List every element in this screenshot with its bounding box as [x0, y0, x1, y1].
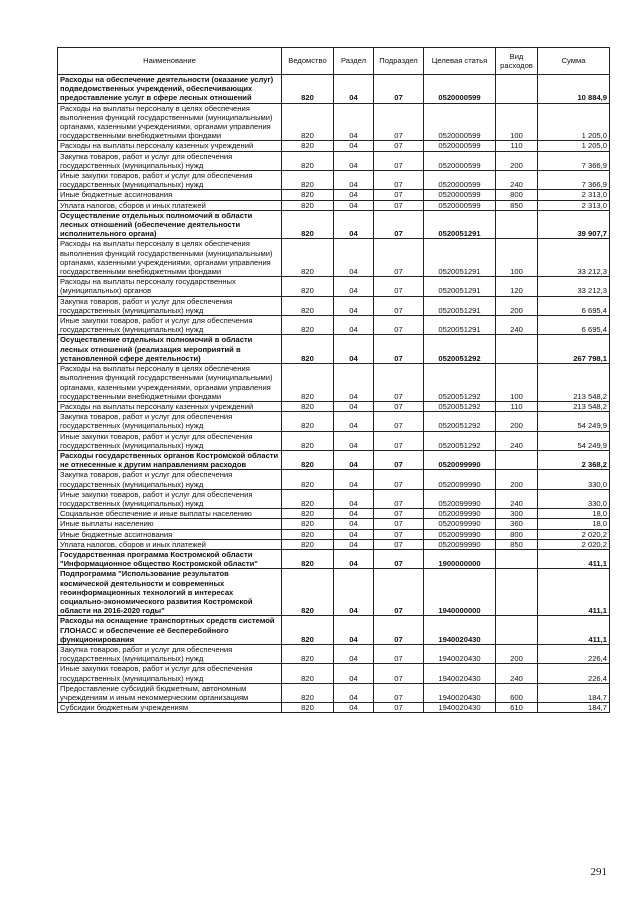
cell-name: Иные закупки товаров, работ и услуг для обеспечения государственных (муниципальных) нужд [58, 431, 282, 450]
cell-target-article: 1940020430 [424, 703, 496, 713]
table-row [58, 171, 610, 190]
cell-expense-kind: 120 [496, 277, 538, 296]
cell-section: 04 [334, 190, 374, 200]
table-row [58, 200, 610, 210]
table-row [58, 412, 610, 431]
table-row [58, 239, 610, 277]
cell-sum: 213 548,2 [538, 401, 610, 411]
cell-sum: 267 798,1 [538, 335, 610, 364]
cell-target-article: 0520099990 [424, 489, 496, 508]
cell-section: 04 [334, 200, 374, 210]
cell-target-article: 1940020430 [424, 683, 496, 702]
cell-subsection: 07 [374, 509, 424, 519]
cell-department: 820 [282, 277, 334, 296]
table-row [58, 431, 610, 450]
cell-name: Уплата налогов, сборов и иных платежей [58, 539, 282, 549]
cell-department: 820 [282, 171, 334, 190]
table-header [58, 48, 610, 75]
cell-target-article: 0520000599 [424, 103, 496, 141]
cell-department: 820 [282, 616, 334, 645]
table-row [58, 470, 610, 489]
cell-sum: 411,1 [538, 616, 610, 645]
cell-expense-kind: 800 [496, 529, 538, 539]
cell-subsection: 07 [374, 489, 424, 508]
table-row [58, 401, 610, 411]
cell-target-article: 0520051291 [424, 316, 496, 335]
cell-expense-kind: 300 [496, 509, 538, 519]
cell-target-article: 1900000000 [424, 549, 496, 568]
cell-section: 04 [334, 210, 374, 239]
cell-subsection: 07 [374, 431, 424, 450]
cell-subsection: 07 [374, 277, 424, 296]
cell-sum: 6 695,4 [538, 316, 610, 335]
cell-department: 820 [282, 549, 334, 568]
cell-department: 820 [282, 569, 334, 616]
cell-department: 820 [282, 450, 334, 469]
cell-section: 04 [334, 644, 374, 663]
cell-expense-kind: 200 [496, 644, 538, 663]
cell-target-article: 1940000000 [424, 569, 496, 616]
cell-target-article: 0520099990 [424, 529, 496, 539]
cell-sum: 33 212,3 [538, 277, 610, 296]
cell-target-article: 0520000599 [424, 190, 496, 200]
table-row [58, 539, 610, 549]
cell-name: Расходы на выплаты персоналу в целях обеспечения выполнения функций государственными (муниципальными) органами, казенными учреждениями, органами управления государственными внебюджетными фондами [58, 103, 282, 141]
cell-name: Расходы на выплаты персоналу казенных учреждений [58, 401, 282, 411]
cell-expense-kind: 360 [496, 519, 538, 529]
cell-subsection: 07 [374, 171, 424, 190]
cell-department: 820 [282, 335, 334, 364]
table-row [58, 529, 610, 539]
cell-target-article: 0520051292 [424, 364, 496, 402]
cell-section: 04 [334, 683, 374, 702]
cell-sum: 54 249,9 [538, 431, 610, 450]
header-sum: Сумма [538, 48, 610, 75]
cell-subsection: 07 [374, 335, 424, 364]
cell-sum: 7 366,9 [538, 151, 610, 170]
cell-name: Иные закупки товаров, работ и услуг для обеспечения государственных (муниципальных) нужд [58, 316, 282, 335]
table-row [58, 316, 610, 335]
cell-section: 04 [334, 171, 374, 190]
cell-department: 820 [282, 210, 334, 239]
cell-name: Иные бюджетные ассигнования [58, 529, 282, 539]
table-row [58, 190, 610, 200]
cell-name: Субсидии бюджетным учреждениям [58, 703, 282, 713]
cell-sum: 10 884,9 [538, 75, 610, 104]
cell-name: Иные закупки товаров, работ и услуг для обеспечения государственных (муниципальных) нужд [58, 664, 282, 683]
cell-expense-kind: 850 [496, 539, 538, 549]
cell-expense-kind [496, 75, 538, 104]
cell-expense-kind: 100 [496, 103, 538, 141]
cell-sum: 184,7 [538, 703, 610, 713]
budget-table [57, 47, 610, 713]
cell-name: Расходы на выплаты персоналу казенных учреждений [58, 141, 282, 151]
cell-section: 04 [334, 412, 374, 431]
cell-subsection: 07 [374, 664, 424, 683]
cell-name: Расходы на выплаты персоналу государственных (муниципальных) органов [58, 277, 282, 296]
cell-subsection: 07 [374, 210, 424, 239]
cell-expense-kind [496, 616, 538, 645]
cell-target-article: 0520051291 [424, 277, 496, 296]
page-number: 291 [590, 866, 607, 878]
cell-sum: 2 313,0 [538, 200, 610, 210]
cell-subsection: 07 [374, 190, 424, 200]
cell-target-article: 0520099990 [424, 509, 496, 519]
cell-subsection: 07 [374, 549, 424, 568]
cell-section: 04 [334, 489, 374, 508]
cell-section: 04 [334, 664, 374, 683]
cell-section: 04 [334, 75, 374, 104]
cell-target-article: 0520051291 [424, 210, 496, 239]
cell-expense-kind: 110 [496, 141, 538, 151]
cell-name: Расходы на оснащение транспортных средств системой ГЛОНАСС и обеспечение её бесперебойного функционирования [58, 616, 282, 645]
cell-name: Расходы на обеспечение деятельности (оказание услуг) подведомственных учреждений, обеспечивающих предоставление услуг в сфере лесных отношений [58, 75, 282, 104]
cell-department: 820 [282, 489, 334, 508]
cell-section: 04 [334, 529, 374, 539]
cell-section: 04 [334, 277, 374, 296]
table-row [58, 364, 610, 402]
table-row [58, 450, 610, 469]
cell-name: Закупка товаров, работ и услуг для обеспечения государственных (муниципальных) нужд [58, 644, 282, 663]
cell-department: 820 [282, 141, 334, 151]
cell-department: 820 [282, 431, 334, 450]
cell-name: Уплата налогов, сборов и иных платежей [58, 200, 282, 210]
cell-subsection: 07 [374, 519, 424, 529]
cell-section: 04 [334, 539, 374, 549]
cell-sum: 1 205,0 [538, 103, 610, 141]
cell-subsection: 07 [374, 616, 424, 645]
table-row [58, 703, 610, 713]
cell-name: Социальное обеспечение и иные выплаты населению [58, 509, 282, 519]
cell-expense-kind [496, 335, 538, 364]
cell-sum: 18,0 [538, 519, 610, 529]
cell-target-article: 0520000599 [424, 151, 496, 170]
table-row [58, 296, 610, 315]
cell-section: 04 [334, 151, 374, 170]
cell-subsection: 07 [374, 644, 424, 663]
cell-department: 820 [282, 509, 334, 519]
table-body [58, 75, 610, 713]
table-row [58, 75, 610, 104]
cell-section: 04 [334, 239, 374, 277]
cell-sum: 54 249,9 [538, 412, 610, 431]
cell-sum: 33 212,3 [538, 239, 610, 277]
cell-target-article: 0520099990 [424, 519, 496, 529]
cell-section: 04 [334, 335, 374, 364]
cell-expense-kind: 110 [496, 401, 538, 411]
cell-name: Иные выплаты населению [58, 519, 282, 529]
cell-department: 820 [282, 703, 334, 713]
cell-expense-kind [496, 569, 538, 616]
cell-sum: 2 368,2 [538, 450, 610, 469]
cell-department: 820 [282, 644, 334, 663]
cell-department: 820 [282, 103, 334, 141]
cell-sum: 226,4 [538, 664, 610, 683]
cell-sum: 411,1 [538, 549, 610, 568]
cell-expense-kind [496, 549, 538, 568]
cell-sum: 7 366,9 [538, 171, 610, 190]
cell-subsection: 07 [374, 703, 424, 713]
cell-department: 820 [282, 239, 334, 277]
cell-sum: 6 695,4 [538, 296, 610, 315]
cell-sum: 330,0 [538, 489, 610, 508]
table-row [58, 277, 610, 296]
cell-department: 820 [282, 316, 334, 335]
cell-sum: 18,0 [538, 509, 610, 519]
cell-target-article: 0520000599 [424, 171, 496, 190]
cell-name: Закупка товаров, работ и услуг для обеспечения государственных (муниципальных) нужд [58, 470, 282, 489]
cell-subsection: 07 [374, 412, 424, 431]
cell-expense-kind: 800 [496, 190, 538, 200]
cell-section: 04 [334, 364, 374, 402]
cell-target-article: 0520051292 [424, 431, 496, 450]
cell-sum: 226,4 [538, 644, 610, 663]
cell-expense-kind: 240 [496, 431, 538, 450]
header-name: Наименование [58, 48, 282, 75]
cell-name: Расходы государственных органов Костромской области не отнесенные к другим направлениям расходов [58, 450, 282, 469]
cell-expense-kind: 240 [496, 664, 538, 683]
cell-department: 820 [282, 401, 334, 411]
cell-name: Закупка товаров, работ и услуг для обеспечения государственных (муниципальных) нужд [58, 151, 282, 170]
cell-sum: 411,1 [538, 569, 610, 616]
cell-subsection: 07 [374, 200, 424, 210]
cell-name: Предоставление субсидий бюджетным, автономным учреждениям и иным некоммерческим организациям [58, 683, 282, 702]
cell-section: 04 [334, 616, 374, 645]
cell-section: 04 [334, 316, 374, 335]
cell-department: 820 [282, 364, 334, 402]
cell-expense-kind: 200 [496, 412, 538, 431]
cell-name: Расходы на выплаты персоналу в целях обеспечения выполнения функций государственными (муниципальными) органами, казенными учреждениями, органами управления государственными внебюджетными фондами [58, 364, 282, 402]
cell-section: 04 [334, 569, 374, 616]
cell-sum: 39 907,7 [538, 210, 610, 239]
cell-sum: 330,0 [538, 470, 610, 489]
cell-target-article: 0520051292 [424, 335, 496, 364]
cell-name: Расходы на выплаты персоналу в целях обеспечения выполнения функций государственными (муниципальными) органами, казенными учреждениями, органами управления государственными внебюджетными фондами [58, 239, 282, 277]
cell-expense-kind: 200 [496, 470, 538, 489]
cell-expense-kind: 100 [496, 364, 538, 402]
cell-department: 820 [282, 519, 334, 529]
cell-expense-kind: 200 [496, 296, 538, 315]
cell-sum: 2 020,2 [538, 539, 610, 549]
cell-expense-kind: 240 [496, 171, 538, 190]
cell-target-article: 0520099990 [424, 539, 496, 549]
cell-subsection: 07 [374, 470, 424, 489]
cell-expense-kind: 610 [496, 703, 538, 713]
cell-department: 820 [282, 683, 334, 702]
cell-department: 820 [282, 75, 334, 104]
cell-section: 04 [334, 296, 374, 315]
header-section: Раздел [334, 48, 374, 75]
table-row [58, 519, 610, 529]
cell-sum: 2 020,2 [538, 529, 610, 539]
header-subsection: Подраздел [374, 48, 424, 75]
cell-subsection: 07 [374, 75, 424, 104]
cell-target-article: 0520051292 [424, 412, 496, 431]
cell-section: 04 [334, 103, 374, 141]
cell-subsection: 07 [374, 103, 424, 141]
cell-name: Иные бюджетные ассигнования [58, 190, 282, 200]
cell-target-article: 0520000599 [424, 141, 496, 151]
cell-sum: 1 205,0 [538, 141, 610, 151]
cell-name: Государственная программа Костромской области "Информационное общество Костромской области" [58, 549, 282, 568]
table-row [58, 151, 610, 170]
cell-expense-kind: 200 [496, 151, 538, 170]
cell-sum: 184,7 [538, 683, 610, 702]
table-row [58, 664, 610, 683]
cell-department: 820 [282, 190, 334, 200]
cell-subsection: 07 [374, 401, 424, 411]
cell-name: Иные закупки товаров, работ и услуг для обеспечения государственных (муниципальных) нужд [58, 171, 282, 190]
cell-name: Закупка товаров, работ и услуг для обеспечения государственных (муниципальных) нужд [58, 412, 282, 431]
cell-name: Осуществление отдельных полномочий в области лесных отношений (обеспечение деятельности исполнительного органа) [58, 210, 282, 239]
cell-department: 820 [282, 529, 334, 539]
cell-expense-kind: 100 [496, 239, 538, 277]
cell-department: 820 [282, 664, 334, 683]
cell-department: 820 [282, 539, 334, 549]
table-row [58, 103, 610, 141]
cell-target-article: 0520099990 [424, 470, 496, 489]
cell-department: 820 [282, 470, 334, 489]
cell-name: Подпрограмма "Использование результатов космической деятельности и современных геоинформационных технологий в интересах социально-экономического развития Костромской области на 2016-2020 годы" [58, 569, 282, 616]
cell-section: 04 [334, 509, 374, 519]
cell-target-article: 1940020430 [424, 616, 496, 645]
cell-subsection: 07 [374, 539, 424, 549]
cell-subsection: 07 [374, 141, 424, 151]
cell-target-article: 1940020430 [424, 664, 496, 683]
table-row [58, 509, 610, 519]
cell-department: 820 [282, 200, 334, 210]
cell-department: 820 [282, 412, 334, 431]
cell-expense-kind: 240 [496, 316, 538, 335]
cell-subsection: 07 [374, 364, 424, 402]
cell-sum: 213 548,2 [538, 364, 610, 402]
cell-name: Иные закупки товаров, работ и услуг для обеспечения государственных (муниципальных) нужд [58, 489, 282, 508]
cell-subsection: 07 [374, 296, 424, 315]
table-row [58, 616, 610, 645]
cell-sum: 2 313,0 [538, 190, 610, 200]
cell-subsection: 07 [374, 569, 424, 616]
cell-section: 04 [334, 450, 374, 469]
header-target-article: Целевая статья [424, 48, 496, 75]
cell-target-article: 1940020430 [424, 644, 496, 663]
cell-section: 04 [334, 141, 374, 151]
cell-subsection: 07 [374, 450, 424, 469]
cell-expense-kind: 600 [496, 683, 538, 702]
cell-section: 04 [334, 431, 374, 450]
header-expense-kind: Вид расходов [496, 48, 538, 75]
cell-target-article: 0520051291 [424, 296, 496, 315]
cell-department: 820 [282, 151, 334, 170]
cell-name: Осуществление отдельных полномочий в области лесных отношений (реализация мероприятий в установленной сфере деятельности) [58, 335, 282, 364]
cell-target-article: 0520051291 [424, 239, 496, 277]
cell-subsection: 07 [374, 239, 424, 277]
cell-expense-kind: 240 [496, 489, 538, 508]
cell-expense-kind [496, 210, 538, 239]
table-row [58, 489, 610, 508]
cell-section: 04 [334, 470, 374, 489]
table-row [58, 210, 610, 239]
cell-target-article: 0520051292 [424, 401, 496, 411]
table-row [58, 335, 610, 364]
cell-target-article: 0520099990 [424, 450, 496, 469]
cell-section: 04 [334, 519, 374, 529]
table-row [58, 141, 610, 151]
cell-section: 04 [334, 549, 374, 568]
cell-target-article: 0520000599 [424, 75, 496, 104]
cell-name: Закупка товаров, работ и услуг для обеспечения государственных (муниципальных) нужд [58, 296, 282, 315]
cell-subsection: 07 [374, 151, 424, 170]
cell-department: 820 [282, 296, 334, 315]
table-row [58, 549, 610, 568]
cell-expense-kind [496, 450, 538, 469]
cell-target-article: 0520000599 [424, 200, 496, 210]
cell-section: 04 [334, 401, 374, 411]
table-row [58, 644, 610, 663]
cell-subsection: 07 [374, 683, 424, 702]
header-department: Ведомство [282, 48, 334, 75]
cell-subsection: 07 [374, 529, 424, 539]
cell-subsection: 07 [374, 316, 424, 335]
table-row [58, 569, 610, 616]
cell-expense-kind: 850 [496, 200, 538, 210]
cell-section: 04 [334, 703, 374, 713]
table-row [58, 683, 610, 702]
